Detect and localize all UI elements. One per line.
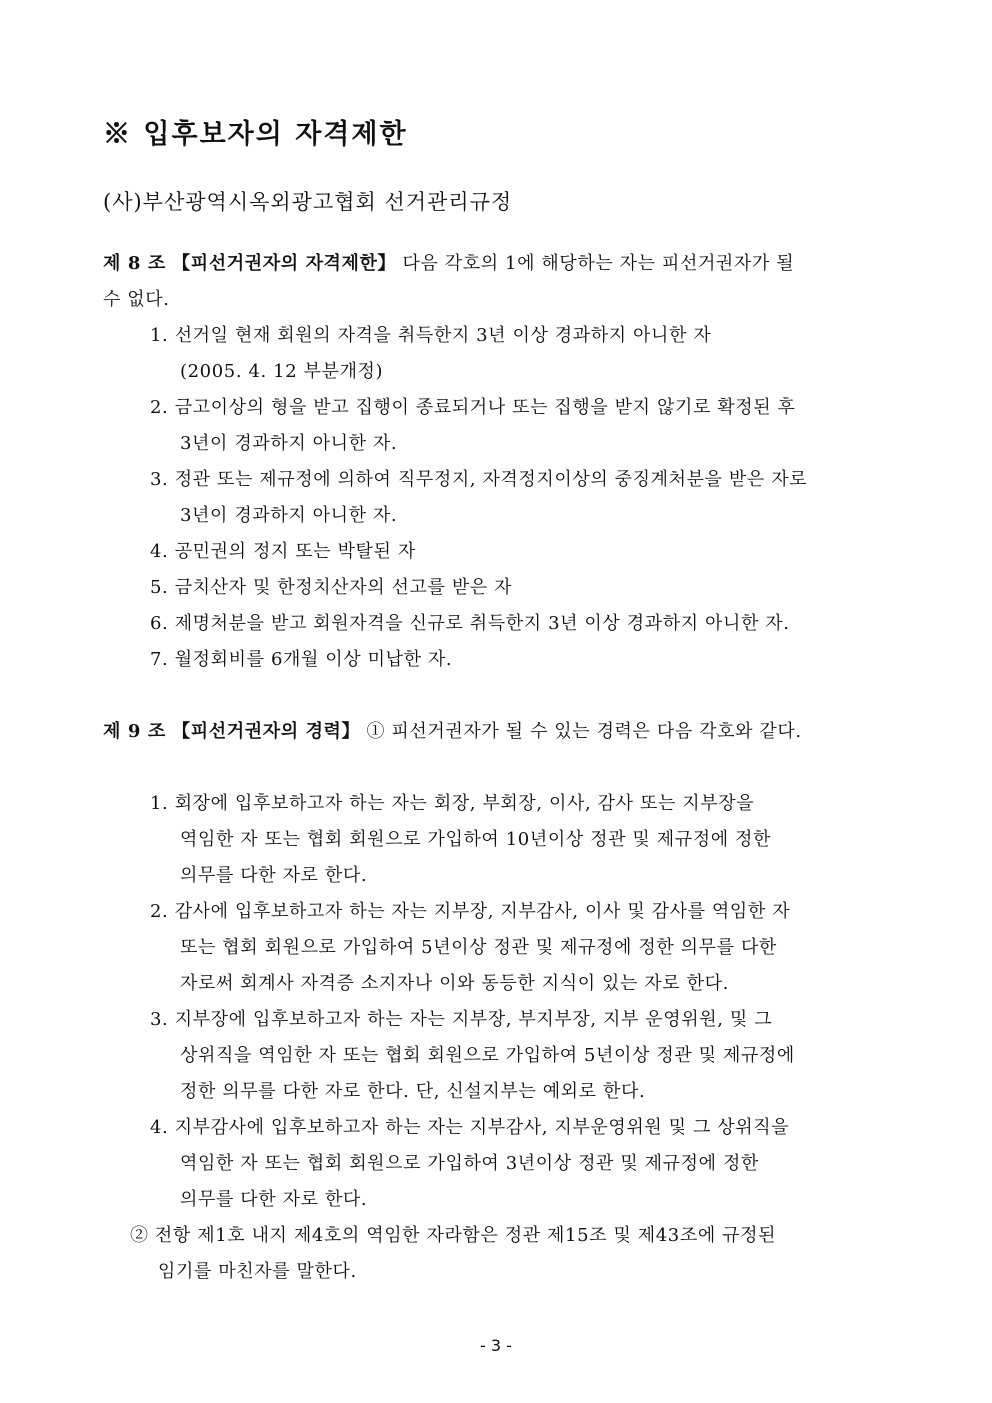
article8-item-2: 2. 금고이상의 형을 받고 집행이 종료되거나 또는 집행을 받지 않기로 확정된 후 [150,397,796,418]
article9-item-1-cont: 역임한 자 또는 협회 회원으로 가입하여 10년이상 정관 및 제규정에 정한 [180,829,771,850]
article8-intro: 다음 각호의 1에 해당하는 자는 피선거권자가 될 [396,253,795,274]
regulation-name: (사)부산광역시옥외광고협회 선거관리규정 [103,190,513,214]
page-title: ※ 입후보자의 자격제한 [103,119,408,150]
article9-number: 제 9 조 [103,721,166,742]
article8-item-4: 4. 공민권의 정지 또는 박탈된 자 [150,541,416,562]
article8-title: 【피선거권자의 자격제한】 [172,253,397,274]
article9-heading [103,717,802,743]
article9-item-2: 2. 감사에 입후보하고자 하는 자는 지부장, 지부감사, 이사 및 감사를 역임한 자 [150,901,791,922]
article8-item-1-note: (2005. 4. 12 부분개정) [180,361,384,382]
article9-item-4-cont2: 의무를 다한 자로 한다. [180,1189,368,1210]
article8-item-3-cont: 3년이 경과하지 아니한 자. [180,505,398,526]
article9-paragraph-2-cont: 임기를 마친자를 말한다. [158,1261,357,1282]
article8-item-2-cont: 3년이 경과하지 아니한 자. [180,433,398,454]
article9-item-4-cont: 역임한 자 또는 협회 회원으로 가입하여 3년이상 정관 및 제규정에 정한 [180,1153,759,1174]
article9-paragraph-2: ② 전항 제1호 내지 제4호의 역임한 자라함은 정관 제15조 및 제43조에 규정된 [130,1225,777,1246]
article8-item-3: 3. 정관 또는 제규정에 의하여 직무정지, 자격정지이상의 중징계처분을 받은 자로 [150,469,808,490]
article8-item-6: 6. 제명처분을 받고 회원자격을 신규로 취득한지 3년 이상 경과하지 아니한 자. [150,613,790,634]
article9-title: 【피선거권자의 경력】 [172,721,361,742]
article8-number: 제 8 조 [103,253,166,274]
article9-item-2-cont: 또는 협회 회원으로 가입하여 5년이상 정관 및 제규정에 정한 의무를 다한 [180,937,777,958]
article9-item-3: 3. 지부장에 입후보하고자 하는 자는 지부장, 부지부장, 지부 운영위원, 및 그 [150,1009,773,1030]
article8-item-1: 1. 선거일 현재 회원의 자격을 취득한지 3년 이상 경과하지 아니한 자 [150,325,712,346]
article9-intro: ① 피선거권자가 될 수 있는 경력은 다음 각호와 같다. [360,721,802,742]
article9-item-1: 1. 회장에 입후보하고자 하는 자는 회장, 부회장, 이사, 감사 또는 지부장을 [150,793,755,814]
page-number: - 3 - [480,1336,512,1355]
article9-item-4: 4. 지부감사에 입후보하고자 하는 자는 지부감사, 지부운영위원 및 그 상위직을 [150,1117,790,1138]
article8-item-7: 7. 월정회비를 6개월 이상 미납한 자. [150,649,453,670]
article8-item-5: 5. 금치산자 및 한정치산자의 선고를 받은 자 [150,577,513,598]
article8-intro-cont: 수 없다. [103,289,170,310]
article9-item-2-cont2: 자로써 회계사 자격증 소지자나 이와 동등한 지식이 있는 자로 한다. [180,973,729,994]
article9-item-3-cont2: 정한 의무를 다한 자로 한다. 단, 신설지부는 예외로 한다. [180,1081,646,1102]
article9-item-1-cont2: 의무를 다한 자로 한다. [180,865,368,886]
article8-heading [103,249,794,275]
article9-item-3-cont: 상위직을 역임한 자 또는 협회 회원으로 가입하여 5년이상 정관 및 제규정에 [180,1045,795,1066]
